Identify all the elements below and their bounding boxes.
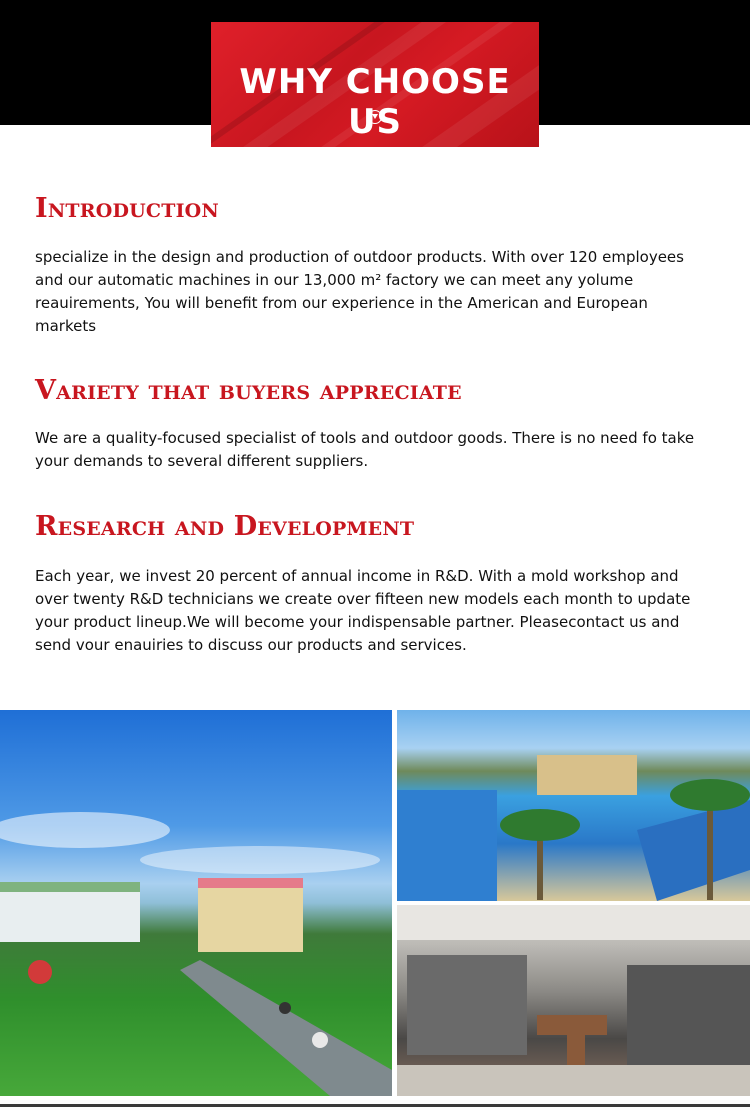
why-choose-us-banner	[211, 22, 539, 147]
factory-aerial-photo	[0, 710, 392, 1096]
factory-palm-illustration	[397, 710, 750, 901]
chevron-down-circle-icon	[368, 110, 382, 124]
introduction-heading: Introduction	[35, 193, 219, 224]
introduction-text: specialize in the design and production of outdoor products. With over 120 employees and our automatic machines in our 13,000 m² factory we can meet any yolume reauirements, You will benefit from our experience in the American and European markets	[35, 248, 684, 335]
variety-text: We are a quality-focused specialist of tools and outdoor goods. There is no need fo take your demands to several different suppliers.	[35, 429, 695, 470]
showroom-illustration	[397, 905, 750, 1096]
variety-heading: Variety that buyers appreciate	[35, 375, 462, 406]
banner-title: WHY CHOOSE US	[239, 62, 511, 142]
factory-palm-photo	[397, 710, 750, 901]
research-heading: Research and Development	[35, 511, 415, 542]
factory-aerial-illustration	[0, 710, 392, 1096]
research-text: Each year, we invest 20 percent of annual income in R&D. With a mold workshop and over twenty R&D technicians we create over fifteen new models each month to update your product lineup.We will become your indispensable partner. Pleasecontact us and send vour enauiries to discuss our products and services.	[35, 567, 691, 654]
showroom-photo	[397, 905, 750, 1096]
